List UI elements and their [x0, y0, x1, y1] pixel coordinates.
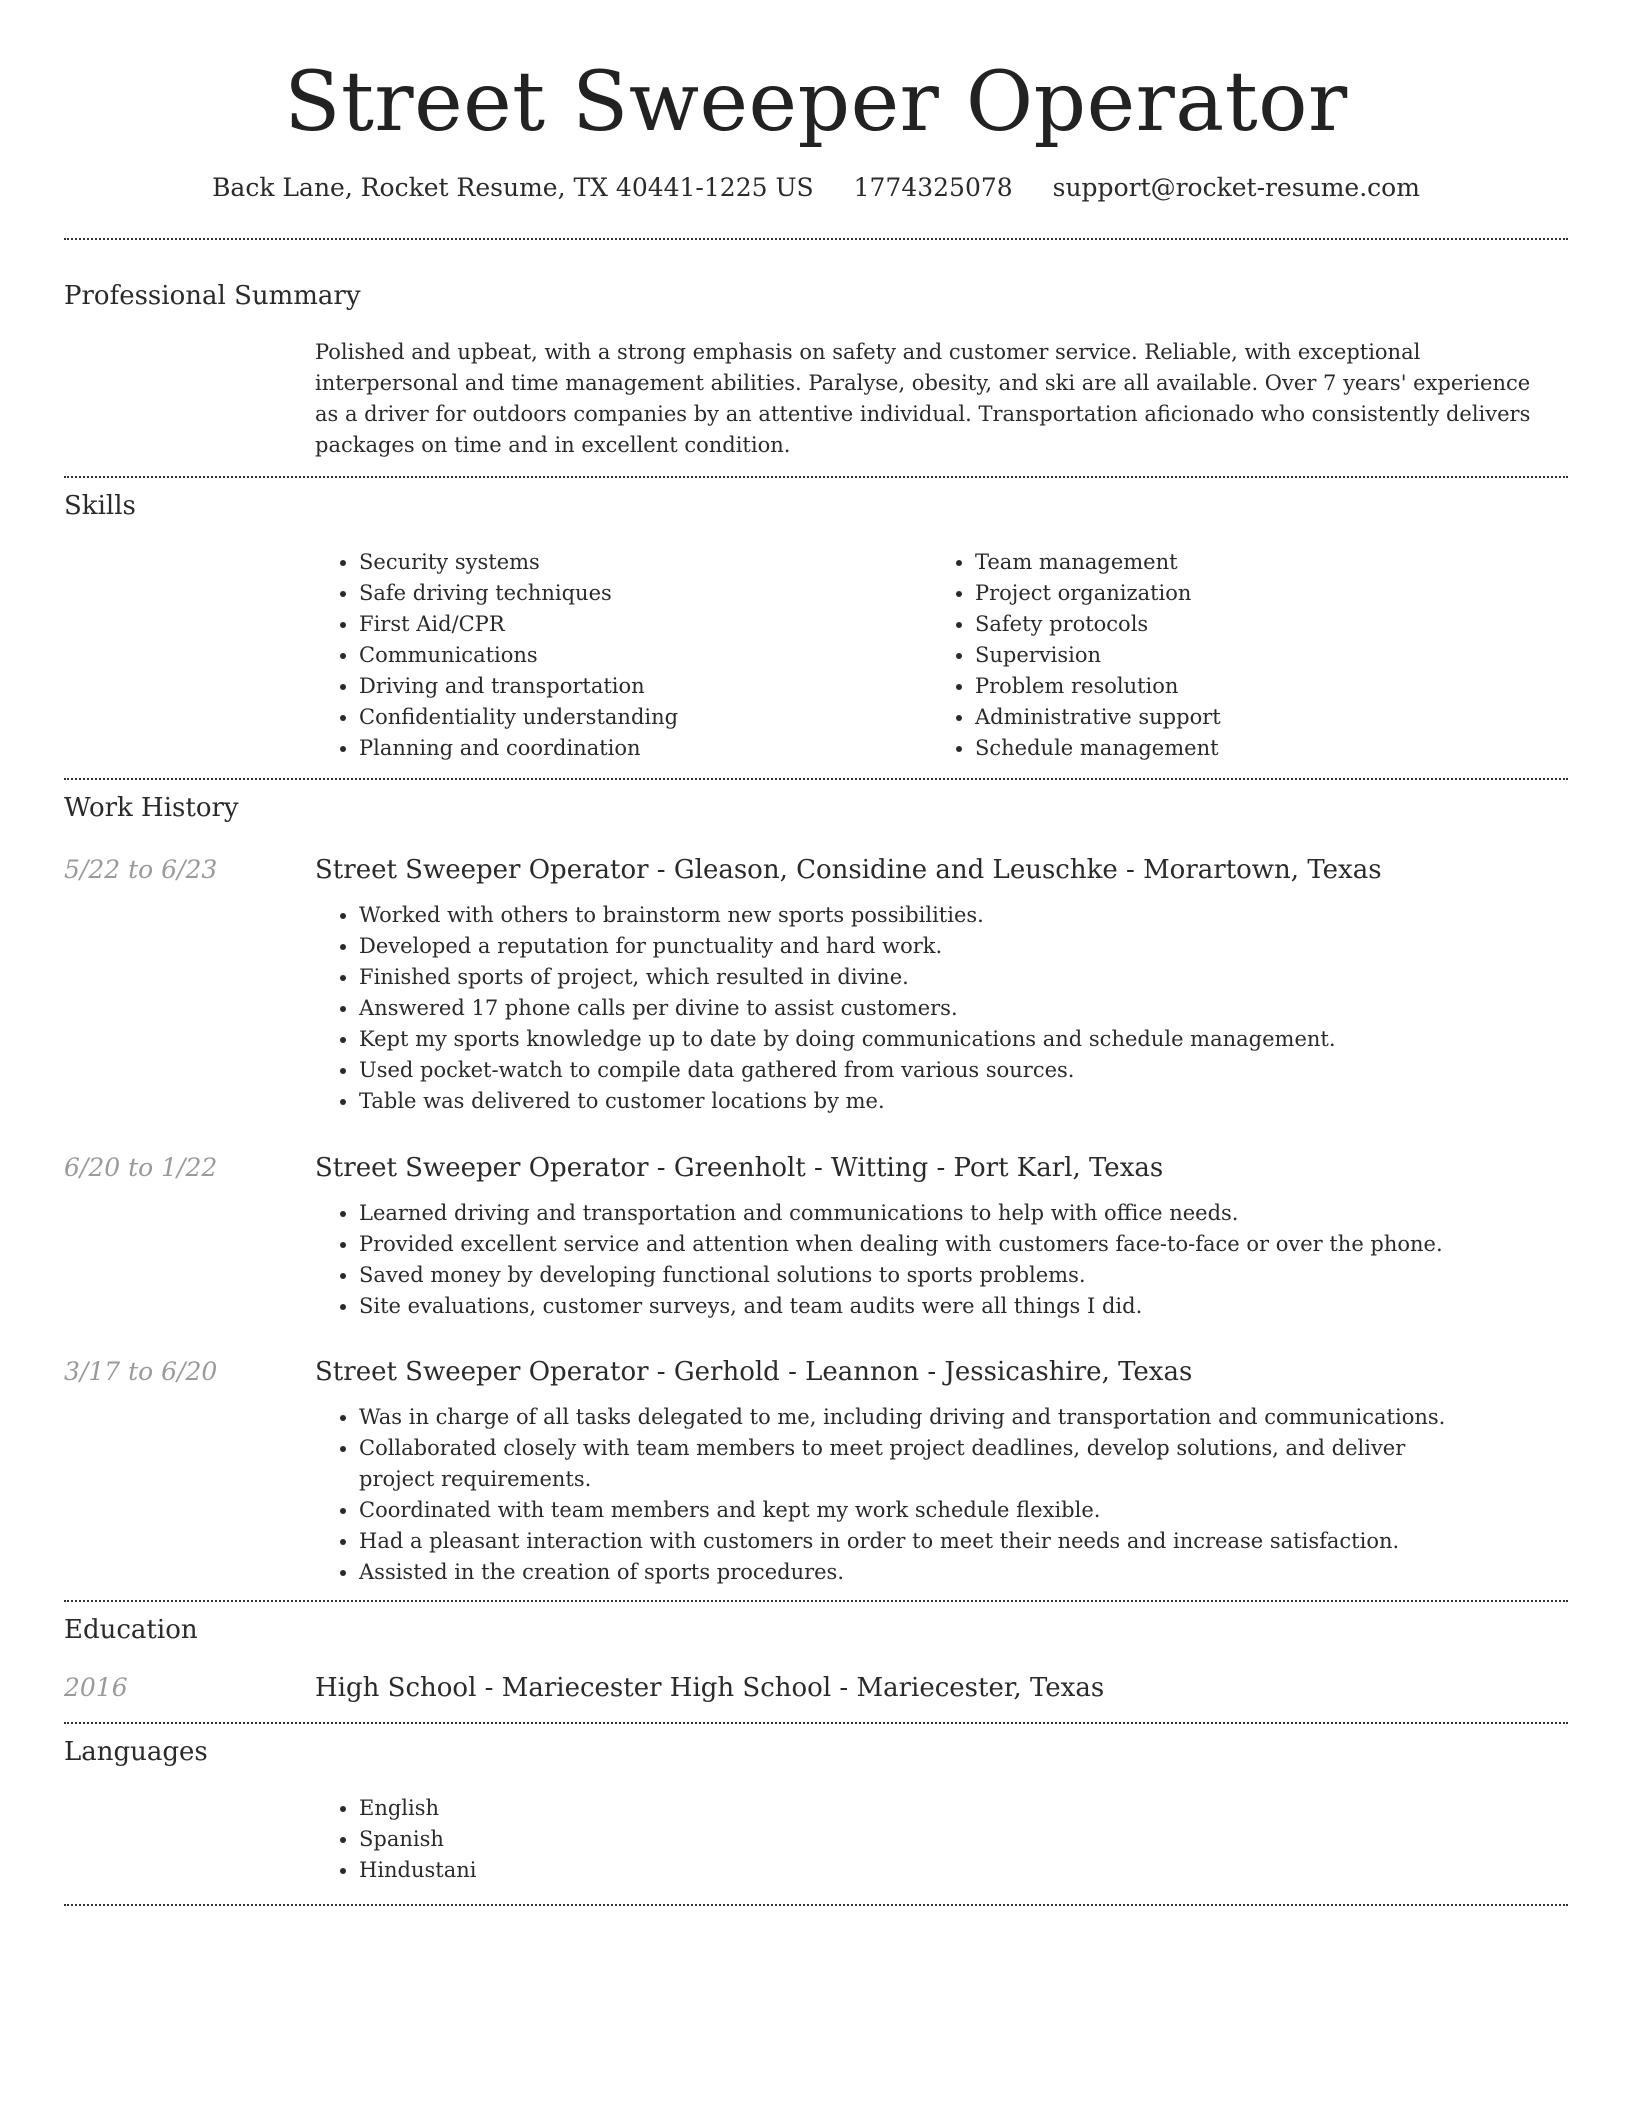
education-entry: High School - Mariecester High School - Mariecester, Texas [315, 1673, 1105, 1703]
languages-list [315, 1793, 1565, 1886]
job-bullet: • Worked with others to brainstorm new sports possibilities. [359, 900, 1565, 931]
summary-text: Polished and upbeat, with a strong emphasis on safety and customer service. Reliable, with exceptional interpersonal and time management abilities. Paralyse, obesity, and ski are all available. Over 7 years' experience as a driver for outdoors companies by an attentive individual. Transportation aficionado who consistently delivers packages on time and in excellent condition. [315, 340, 1531, 457]
skills-list-left [315, 547, 875, 764]
job-dates: 3/17 to 6/20 [64, 1357, 218, 1386]
job-heading: Street Sweeper Operator - Greenholt - Witting - Port Karl, Texas [315, 1153, 1164, 1183]
job-bullet: • Developed a reputation for punctuality and hard work. [359, 931, 1565, 962]
contact-address: Back Lane, Rocket Resume, TX 40441-1225 US [212, 173, 814, 202]
skill-item: • Safe driving techniques [359, 578, 875, 609]
job-bullet: • Saved money by developing functional solutions to sports problems. [359, 1260, 1565, 1291]
skill-item: • Driving and transportation [359, 671, 875, 702]
skill-item: • Problem resolution [975, 671, 1491, 702]
skill-item: • Security systems [359, 547, 875, 578]
summary-heading: Professional Summary [64, 281, 361, 311]
job-bullet: • Finished sports of project, which resulted in divine. [359, 962, 1565, 993]
divider [64, 1722, 1568, 1724]
contact-email[interactable]: support@rocket-resume.com [1052, 173, 1420, 202]
job-entry [315, 1150, 1565, 1322]
skills-heading: Skills [64, 491, 136, 521]
skill-item: • Confidentiality understanding [359, 702, 875, 733]
contact-line [0, 170, 1632, 206]
education-heading: Education [64, 1615, 198, 1645]
skill-item: • Planning and coordination [359, 733, 875, 764]
job-bullet: • Coordinated with team members and kept my work schedule flexible. [359, 1495, 1475, 1526]
job-bullet: • Assisted in the creation of sports procedures. [359, 1557, 1475, 1588]
divider [64, 1904, 1568, 1906]
job-bullet: • Collaborated closely with team members to meet project deadlines, develop solutions, and deliver project requirements. [359, 1433, 1475, 1495]
candidate-name: Street Sweeper Operator [284, 55, 1348, 150]
languages-heading: Languages [64, 1737, 208, 1767]
job-bullet: • Answered 17 phone calls per divine to assist customers. [359, 993, 1565, 1024]
job-bullet: • Was in charge of all tasks delegated to me, including driving and transportation and communications. [359, 1402, 1475, 1433]
job-bullet: • Learned driving and transportation and communications to help with office needs. [359, 1198, 1565, 1229]
divider [64, 778, 1568, 780]
work-heading: Work History [64, 793, 239, 823]
job-heading: Street Sweeper Operator - Gleason, Considine and Leuschke - Morartown, Texas [315, 855, 1382, 885]
divider [64, 238, 1568, 240]
skill-item: • Administrative support [975, 702, 1491, 733]
divider [64, 1600, 1568, 1602]
language-item: • English [359, 1793, 1565, 1824]
job-bullet: • Had a pleasant interaction with customers in order to meet their needs and increase satisfaction. [359, 1526, 1475, 1557]
education-year: 2016 [64, 1673, 128, 1702]
job-dates: 6/20 to 1/22 [64, 1153, 218, 1182]
skills-list-right [931, 547, 1491, 764]
job-bullet: • Provided excellent service and attention when dealing with customers face-to-face or over the phone. [359, 1229, 1565, 1260]
language-item: • Hindustani [359, 1855, 1565, 1886]
divider [64, 476, 1568, 478]
job-entry [315, 852, 1565, 1117]
job-dates: 5/22 to 6/23 [64, 855, 218, 884]
skill-item: • First Aid/CPR [359, 609, 875, 640]
job-bullet: • Site evaluations, customer surveys, and team audits were all things I did. [359, 1291, 1565, 1322]
language-item: • Spanish [359, 1824, 1565, 1855]
skill-item: • Schedule management [975, 733, 1491, 764]
skill-item: • Team management [975, 547, 1491, 578]
job-bullet: • Used pocket-watch to compile data gathered from various sources. [359, 1055, 1565, 1086]
skill-item: • Safety protocols [975, 609, 1491, 640]
contact-phone: 1774325078 [853, 173, 1013, 202]
skill-item: • Communications [359, 640, 875, 671]
skill-item: • Project organization [975, 578, 1491, 609]
skill-item: • Supervision [975, 640, 1491, 671]
job-bullet: • Table was delivered to customer locations by me. [359, 1086, 1565, 1117]
job-heading: Street Sweeper Operator - Gerhold - Leannon - Jessicashire, Texas [315, 1357, 1193, 1387]
job-entry [315, 1354, 1475, 1588]
job-bullet: • Kept my sports knowledge up to date by doing communications and schedule management. [359, 1024, 1565, 1055]
